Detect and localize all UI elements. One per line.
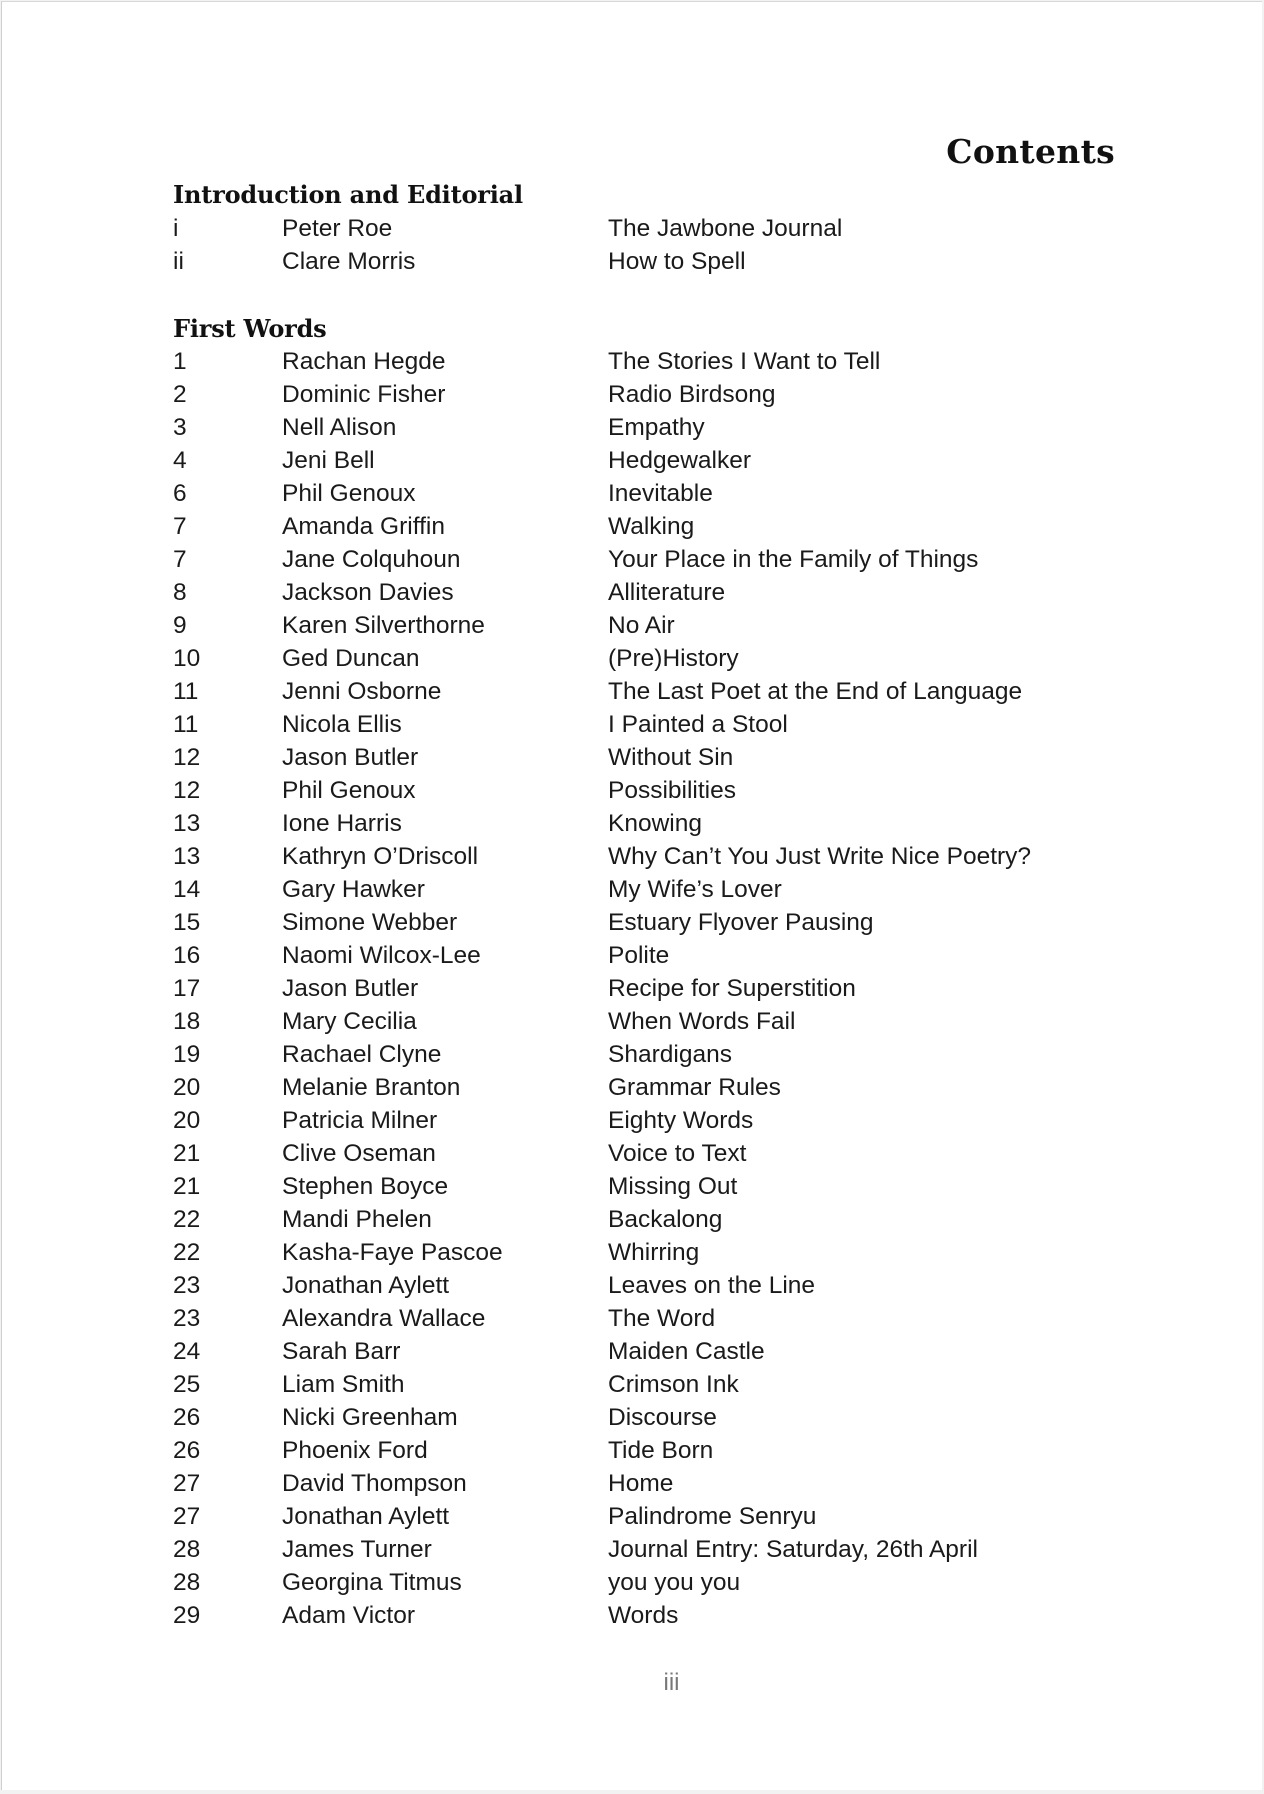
- entry-title: Journal Entry: Saturday, 26th April: [608, 1536, 978, 1563]
- entry-author: Nell Alison: [282, 414, 397, 441]
- toc-entry: [173, 1434, 1133, 1467]
- entry-page-number: 27: [173, 1503, 201, 1530]
- toc-entry: [173, 1071, 1133, 1104]
- toc-entry: [173, 873, 1133, 906]
- entry-page-number: 26: [173, 1404, 201, 1431]
- entry-author: Rachan Hegde: [282, 348, 446, 375]
- entry-title: Whirring: [608, 1239, 700, 1266]
- toc-entry: [173, 609, 1133, 642]
- entry-page-number: 8: [173, 579, 187, 606]
- entry-author: Simone Webber: [282, 909, 458, 936]
- entry-list: [173, 345, 1133, 1632]
- entry-title: No Air: [608, 612, 675, 639]
- entry-author: Gary Hawker: [282, 876, 425, 903]
- entry-author: Phoenix Ford: [282, 1437, 428, 1464]
- entry-author: Ione Harris: [282, 810, 402, 837]
- entry-page-number: 16: [173, 942, 201, 969]
- entry-author: Sarah Barr: [282, 1338, 401, 1365]
- toc-entry: [173, 345, 1133, 378]
- entry-author: Mandi Phelen: [282, 1206, 432, 1233]
- entry-author: Jane Colquhoun: [282, 546, 461, 573]
- entry-title: Recipe for Superstition: [608, 975, 856, 1002]
- entry-author: Kasha-Faye Pascoe: [282, 1239, 503, 1266]
- toc-entry: [173, 1137, 1133, 1170]
- entry-page-number: 25: [173, 1371, 201, 1398]
- entry-author: Clare Morris: [282, 248, 416, 275]
- toc-entry: [173, 972, 1133, 1005]
- entry-page-number: i: [173, 215, 179, 242]
- entry-title: Palindrome Senryu: [608, 1503, 817, 1530]
- entry-page-number: 4: [173, 447, 187, 474]
- entry-author: Jackson Davies: [282, 579, 454, 606]
- page-number: iii: [663, 1669, 680, 1696]
- toc-entry: [173, 411, 1133, 444]
- entry-page-number: 18: [173, 1008, 201, 1035]
- toc-entry: [173, 543, 1133, 576]
- entry-title: Hedgewalker: [608, 447, 751, 474]
- toc-entry: [173, 708, 1133, 741]
- entry-title: Home: [608, 1470, 674, 1497]
- toc-entry: [173, 1566, 1133, 1599]
- entry-title: Leaves on the Line: [608, 1272, 816, 1299]
- entry-author: Melanie Branton: [282, 1074, 461, 1101]
- toc-entry: [173, 1533, 1133, 1566]
- entry-page-number: ii: [173, 248, 184, 275]
- entry-title: The Jawbone Journal: [608, 215, 843, 242]
- toc-entry: [173, 1335, 1133, 1368]
- entry-author: Peter Roe: [282, 215, 393, 242]
- toc-entry: [173, 1500, 1133, 1533]
- document-page: [1, 1, 1262, 1790]
- toc-entry: [173, 1269, 1133, 1302]
- toc-entry: [173, 444, 1133, 477]
- entry-author: Georgina Titmus: [282, 1569, 462, 1596]
- entry-author: Ged Duncan: [282, 645, 420, 672]
- entry-title: Why Can’t You Just Write Nice Poetry?: [608, 843, 1032, 870]
- page-title: Contents: [946, 132, 1115, 171]
- toc-entry: [173, 576, 1133, 609]
- entry-page-number: 7: [173, 513, 187, 540]
- entry-title: Without Sin: [608, 744, 734, 771]
- toc-entry: [173, 1170, 1133, 1203]
- contents-list: [173, 177, 1133, 1632]
- entry-title: Voice to Text: [608, 1140, 747, 1167]
- toc-entry: [173, 774, 1133, 807]
- entry-page-number: 9: [173, 612, 187, 639]
- entry-author: Nicola Ellis: [282, 711, 402, 738]
- entry-title: How to Spell: [608, 248, 746, 275]
- entry-page-number: 29: [173, 1602, 201, 1629]
- entry-title: Alliterature: [608, 579, 726, 606]
- entry-page-number: 26: [173, 1437, 201, 1464]
- entry-author: Jenni Osborne: [282, 678, 442, 705]
- toc-entry: [173, 245, 1133, 278]
- entry-author: Clive Oseman: [282, 1140, 436, 1167]
- entry-title: Polite: [608, 942, 670, 969]
- entry-page-number: 20: [173, 1074, 201, 1101]
- entry-title: Shardigans: [608, 1041, 732, 1068]
- toc-entry: [173, 1368, 1133, 1401]
- entry-title: Grammar Rules: [608, 1074, 781, 1101]
- entry-page-number: 10: [173, 645, 201, 672]
- toc-entry: [173, 1401, 1133, 1434]
- entry-author: Stephen Boyce: [282, 1173, 449, 1200]
- entry-page-number: 17: [173, 975, 201, 1002]
- entry-author: Jason Butler: [282, 975, 419, 1002]
- entry-page-number: 22: [173, 1206, 201, 1233]
- section-first-words: [173, 312, 1133, 1632]
- entry-page-number: 24: [173, 1338, 201, 1365]
- entry-page-number: 27: [173, 1470, 201, 1497]
- entry-page-number: 13: [173, 843, 201, 870]
- toc-entry: [173, 840, 1133, 873]
- entry-page-number: 28: [173, 1536, 201, 1563]
- entry-title: Estuary Flyover Pausing: [608, 909, 874, 936]
- entry-title: (Pre)History: [608, 645, 739, 672]
- entry-title: The Last Poet at the End of Language: [608, 678, 1023, 705]
- entry-author: Phil Genoux: [282, 777, 416, 804]
- entry-author: Rachael Clyne: [282, 1041, 442, 1068]
- entry-title: I Painted a Stool: [608, 711, 788, 738]
- toc-entry: [173, 1467, 1133, 1500]
- entry-title: Knowing: [608, 810, 702, 837]
- entry-page-number: 12: [173, 777, 201, 804]
- entry-page-number: 21: [173, 1173, 201, 1200]
- section-spacer: [173, 278, 1133, 312]
- entry-title: The Stories I Want to Tell: [608, 348, 881, 375]
- entry-title: Radio Birdsong: [608, 381, 776, 408]
- entry-title: Eighty Words: [608, 1107, 754, 1134]
- entry-page-number: 7: [173, 546, 187, 573]
- entry-author: Amanda Griffin: [282, 513, 445, 540]
- toc-entry: [173, 807, 1133, 840]
- toc-entry: [173, 510, 1133, 543]
- toc-entry: [173, 378, 1133, 411]
- entry-author: Jeni Bell: [282, 447, 375, 474]
- entry-page-number: 21: [173, 1140, 201, 1167]
- entry-title: Possibilities: [608, 777, 736, 804]
- entry-author: Jason Butler: [282, 744, 419, 771]
- entry-author: David Thompson: [282, 1470, 467, 1497]
- entry-title: Discourse: [608, 1404, 717, 1431]
- entry-page-number: 23: [173, 1272, 201, 1299]
- entry-title: The Word: [608, 1305, 716, 1332]
- entry-page-number: 23: [173, 1305, 201, 1332]
- toc-entry: [173, 1599, 1133, 1632]
- toc-entry: [173, 675, 1133, 708]
- entry-author: Patricia Milner: [282, 1107, 438, 1134]
- entry-author: Karen Silverthorne: [282, 612, 485, 639]
- entry-page-number: 22: [173, 1239, 201, 1266]
- entry-page-number: 11: [173, 711, 199, 738]
- entry-title: Crimson Ink: [608, 1371, 739, 1398]
- entry-author: Naomi Wilcox-Lee: [282, 942, 481, 969]
- toc-entry: [173, 1203, 1133, 1236]
- section-introduction-and-editorial: [173, 177, 1133, 278]
- toc-entry: [173, 906, 1133, 939]
- entry-title: Missing Out: [608, 1173, 738, 1200]
- section-heading: First Words: [173, 314, 327, 343]
- section-heading: Introduction and Editorial: [173, 180, 523, 209]
- entry-page-number: 13: [173, 810, 201, 837]
- toc-entry: [173, 477, 1133, 510]
- entry-title: Maiden Castle: [608, 1338, 765, 1365]
- toc-entry: [173, 1005, 1133, 1038]
- entry-page-number: 19: [173, 1041, 201, 1068]
- entry-page-number: 20: [173, 1107, 201, 1134]
- toc-entry: [173, 1302, 1133, 1335]
- entry-page-number: 14: [173, 876, 201, 903]
- entry-author: Jonathan Aylett: [282, 1272, 450, 1299]
- entry-author: Liam Smith: [282, 1371, 405, 1398]
- entry-title: Words: [608, 1602, 679, 1629]
- entry-author: Jonathan Aylett: [282, 1503, 450, 1530]
- entry-title: Your Place in the Family of Things: [608, 546, 979, 573]
- entry-author: Mary Cecilia: [282, 1008, 417, 1035]
- entry-title: Backalong: [608, 1206, 723, 1233]
- entry-title: Walking: [608, 513, 695, 540]
- toc-entry: [173, 1038, 1133, 1071]
- entry-title: My Wife’s Lover: [608, 876, 782, 903]
- entry-title: Tide Born: [608, 1437, 714, 1464]
- entry-author: Dominic Fisher: [282, 381, 446, 408]
- entry-author: Kathryn O’Driscoll: [282, 843, 479, 870]
- entry-author: Nicki Greenham: [282, 1404, 458, 1431]
- entry-page-number: 11: [173, 678, 199, 705]
- entry-title: Empathy: [608, 414, 705, 441]
- entry-page-number: 1: [173, 348, 187, 375]
- entry-title: When Words Fail: [608, 1008, 796, 1035]
- toc-entry: [173, 1236, 1133, 1269]
- entry-title: you you you: [608, 1569, 741, 1596]
- toc-entry: [173, 642, 1133, 675]
- toc-entry: [173, 939, 1133, 972]
- entry-page-number: 12: [173, 744, 201, 771]
- toc-entry: [173, 1104, 1133, 1137]
- entry-page-number: 6: [173, 480, 187, 507]
- entry-title: Inevitable: [608, 480, 713, 507]
- entry-page-number: 28: [173, 1569, 201, 1596]
- entry-page-number: 2: [173, 381, 187, 408]
- entry-page-number: 15: [173, 909, 201, 936]
- toc-entry: [173, 212, 1133, 245]
- entry-list: [173, 212, 1133, 278]
- entry-author: Phil Genoux: [282, 480, 416, 507]
- entry-author: Alexandra Wallace: [282, 1305, 486, 1332]
- entry-author: Adam Victor: [282, 1602, 415, 1629]
- toc-entry: [173, 741, 1133, 774]
- entry-author: James Turner: [282, 1536, 432, 1563]
- entry-page-number: 3: [173, 414, 187, 441]
